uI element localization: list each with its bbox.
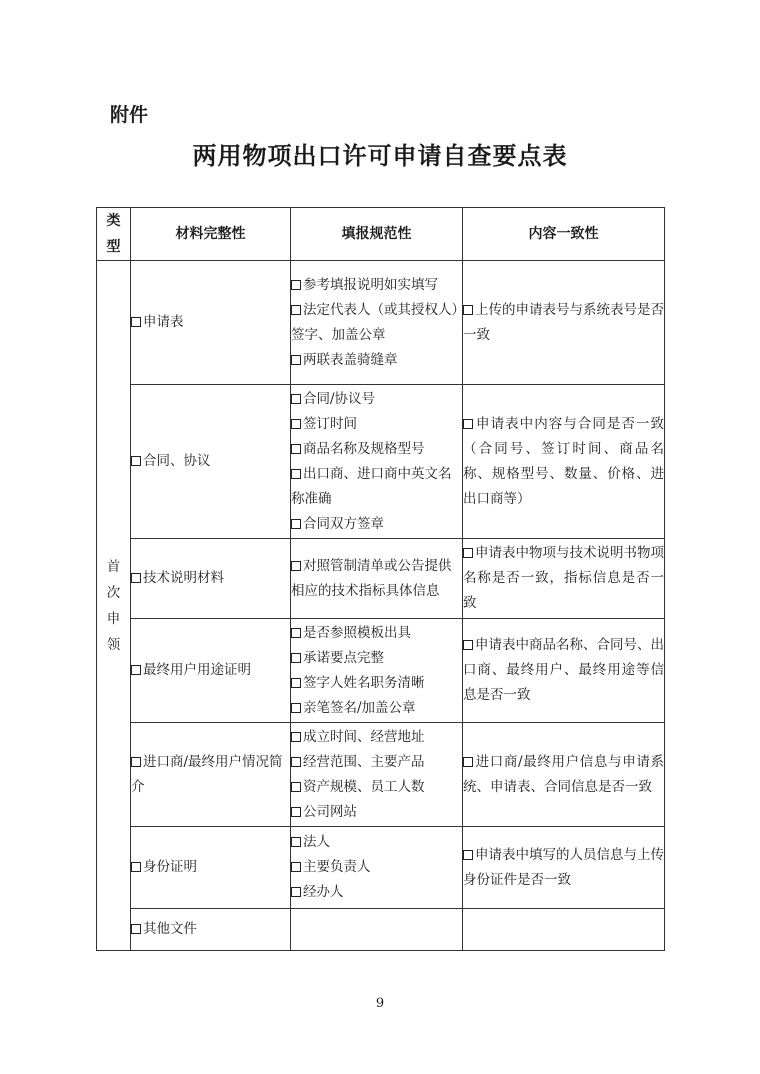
header-completeness: 材料完整性 bbox=[131, 208, 291, 261]
consistency-cell bbox=[463, 723, 665, 827]
filling-item bbox=[291, 387, 462, 412]
material-label: 进口商/最终用户情况简介 bbox=[131, 753, 283, 795]
filling-item bbox=[291, 412, 462, 437]
filling-text: 合同双方签章 bbox=[303, 515, 384, 532]
filling-cell bbox=[291, 385, 463, 539]
table-row bbox=[97, 723, 665, 827]
table-header-row bbox=[97, 208, 665, 261]
consistency-cell bbox=[463, 261, 665, 385]
checkbox[interactable] bbox=[291, 280, 301, 290]
material-cell bbox=[131, 539, 291, 619]
material-label: 最终用户用途证明 bbox=[143, 662, 251, 678]
checkbox[interactable] bbox=[463, 640, 473, 650]
checkbox[interactable] bbox=[291, 561, 301, 571]
page-number: 9 bbox=[375, 996, 385, 1011]
checkbox[interactable] bbox=[131, 317, 141, 327]
filling-cell bbox=[291, 261, 463, 385]
filling-item bbox=[291, 880, 462, 905]
checkbox[interactable] bbox=[291, 678, 301, 688]
consistency-cell bbox=[463, 539, 665, 619]
filling-cell bbox=[291, 619, 463, 723]
header-standard: 填报规范性 bbox=[291, 208, 463, 261]
table-row bbox=[97, 827, 665, 909]
filling-cell bbox=[291, 827, 463, 909]
filling-item bbox=[291, 621, 462, 646]
consistency-cell bbox=[463, 619, 665, 723]
consistency-cell bbox=[463, 827, 665, 909]
checkbox[interactable] bbox=[463, 850, 473, 860]
header-type-char: 类 bbox=[106, 213, 121, 229]
checkbox[interactable] bbox=[131, 665, 141, 675]
filling-text: 公司网站 bbox=[303, 803, 357, 820]
checkbox[interactable] bbox=[291, 394, 301, 404]
consistency-text: 申请表中填写的人员信息与上传身份证件是否一致 bbox=[463, 846, 664, 888]
self-check-table bbox=[96, 207, 665, 951]
filling-text: 经办人 bbox=[303, 884, 344, 900]
checkbox[interactable] bbox=[291, 469, 301, 479]
checkbox[interactable] bbox=[291, 519, 301, 529]
filling-item bbox=[291, 298, 462, 348]
filling-text: 对照管制清单或公告提供相应的技术指标具体信息 bbox=[291, 557, 452, 599]
checkbox[interactable] bbox=[291, 653, 301, 663]
filling-item bbox=[291, 725, 462, 750]
filling-text: 法定代表人（或其授权人）签字、加盖公章 bbox=[291, 301, 459, 343]
material-label: 合同、协议 bbox=[143, 453, 211, 469]
category-char: 领 bbox=[106, 636, 121, 653]
material-cell bbox=[131, 385, 291, 539]
filling-text: 经营范围、主要产品 bbox=[303, 753, 425, 770]
consistency-cell bbox=[463, 385, 665, 539]
filling-text: 两联表盖骑缝章 bbox=[303, 351, 398, 368]
material-cell bbox=[131, 909, 291, 951]
category-char: 首 bbox=[106, 558, 121, 575]
filling-item bbox=[291, 750, 462, 775]
filling-text: 商品名称及规格型号 bbox=[303, 440, 425, 457]
table-row bbox=[97, 385, 665, 539]
filling-text: 成立时间、经营地址 bbox=[303, 728, 425, 745]
checkbox[interactable] bbox=[131, 862, 141, 872]
checkbox[interactable] bbox=[463, 419, 473, 429]
attachment-label: 附件 bbox=[110, 104, 149, 126]
material-label: 身份证明 bbox=[143, 859, 197, 875]
filling-text: 法人 bbox=[303, 834, 330, 850]
material-cell bbox=[131, 723, 291, 827]
filling-item bbox=[291, 800, 462, 825]
material-label: 技术说明材料 bbox=[143, 570, 224, 586]
filling-text: 签字人姓名职务清晰 bbox=[303, 674, 425, 691]
header-consistency: 内容一致性 bbox=[463, 208, 665, 261]
material-label: 其他文件 bbox=[143, 921, 197, 937]
checkbox[interactable] bbox=[291, 419, 301, 429]
header-type-char: 型 bbox=[106, 239, 121, 255]
checkbox[interactable] bbox=[463, 548, 473, 558]
material-cell bbox=[131, 261, 291, 385]
consistency-text: 进口商/最终用户信息与申请系统、申请表、合同信息是否一致 bbox=[463, 753, 664, 795]
filling-item bbox=[291, 646, 462, 671]
table-row bbox=[97, 909, 665, 951]
checkbox[interactable] bbox=[291, 862, 301, 872]
filling-text: 是否参照模板出具 bbox=[303, 624, 411, 641]
material-label: 申请表 bbox=[143, 314, 184, 330]
checkbox[interactable] bbox=[131, 573, 141, 583]
material-cell bbox=[131, 827, 291, 909]
checkbox[interactable] bbox=[131, 456, 141, 466]
filling-item bbox=[291, 273, 462, 298]
filling-text: 参考填报说明如实填写 bbox=[303, 276, 438, 293]
checkbox[interactable] bbox=[463, 305, 473, 315]
filling-text: 合同/协议号 bbox=[303, 390, 376, 407]
filling-item bbox=[291, 671, 462, 696]
page-title: 两用物项出口许可申请自查要点表 bbox=[192, 141, 568, 170]
filling-item bbox=[291, 696, 462, 721]
checkbox[interactable] bbox=[291, 807, 301, 817]
filling-item bbox=[291, 512, 462, 537]
material-cell bbox=[131, 619, 291, 723]
filling-text: 签订时间 bbox=[303, 415, 357, 432]
checkbox[interactable] bbox=[291, 628, 301, 638]
checkbox[interactable] bbox=[291, 355, 301, 365]
checkbox[interactable] bbox=[291, 732, 301, 742]
filling-cell bbox=[291, 909, 463, 951]
filling-cell bbox=[291, 723, 463, 827]
checkbox[interactable] bbox=[291, 757, 301, 767]
filling-text: 承诺要点完整 bbox=[303, 649, 384, 666]
table-row bbox=[97, 261, 665, 385]
checkbox[interactable] bbox=[291, 444, 301, 454]
filling-text: 亲笔签名/加盖公章 bbox=[303, 699, 416, 716]
filling-item bbox=[291, 775, 462, 800]
checkbox[interactable] bbox=[291, 305, 301, 315]
filling-text: 出口商、进口商中英文名称准确 bbox=[291, 465, 452, 507]
filling-text: 主要负责人 bbox=[303, 859, 371, 875]
filling-item bbox=[291, 437, 462, 462]
checkbox[interactable] bbox=[291, 782, 301, 792]
checkbox[interactable] bbox=[463, 757, 473, 767]
filling-item bbox=[291, 462, 462, 512]
category-char: 申 bbox=[106, 610, 121, 627]
category-cell bbox=[97, 261, 131, 951]
category-char: 次 bbox=[106, 584, 121, 601]
table-row bbox=[97, 619, 665, 723]
consistency-cell bbox=[463, 909, 665, 951]
filling-item bbox=[291, 830, 462, 855]
consistency-text: 申请表中商品名称、合同号、出口商、最终用户、最终用途等信息是否一致 bbox=[463, 637, 664, 703]
consistency-text: 申请表中内容与合同是否一致（合同号、签订时间、商品名称、规格型号、数量、价格、进出口商等） bbox=[463, 415, 664, 507]
filling-item bbox=[291, 855, 462, 880]
checkbox[interactable] bbox=[291, 887, 301, 897]
header-type bbox=[97, 208, 131, 261]
checkbox[interactable] bbox=[291, 703, 301, 713]
checkbox[interactable] bbox=[131, 757, 141, 767]
checkbox[interactable] bbox=[291, 837, 301, 847]
filling-item bbox=[291, 348, 462, 373]
table-row bbox=[97, 539, 665, 619]
consistency-text: 上传的申请表号与系统表号是否一致 bbox=[463, 301, 664, 343]
filling-text: 资产规模、员工人数 bbox=[303, 778, 425, 795]
consistency-text: 申请表中物项与技术说明书物项名称是否一致，指标信息是否一致 bbox=[463, 545, 664, 611]
filling-cell bbox=[291, 539, 463, 619]
filling-item bbox=[291, 554, 462, 604]
checkbox[interactable] bbox=[131, 924, 141, 934]
